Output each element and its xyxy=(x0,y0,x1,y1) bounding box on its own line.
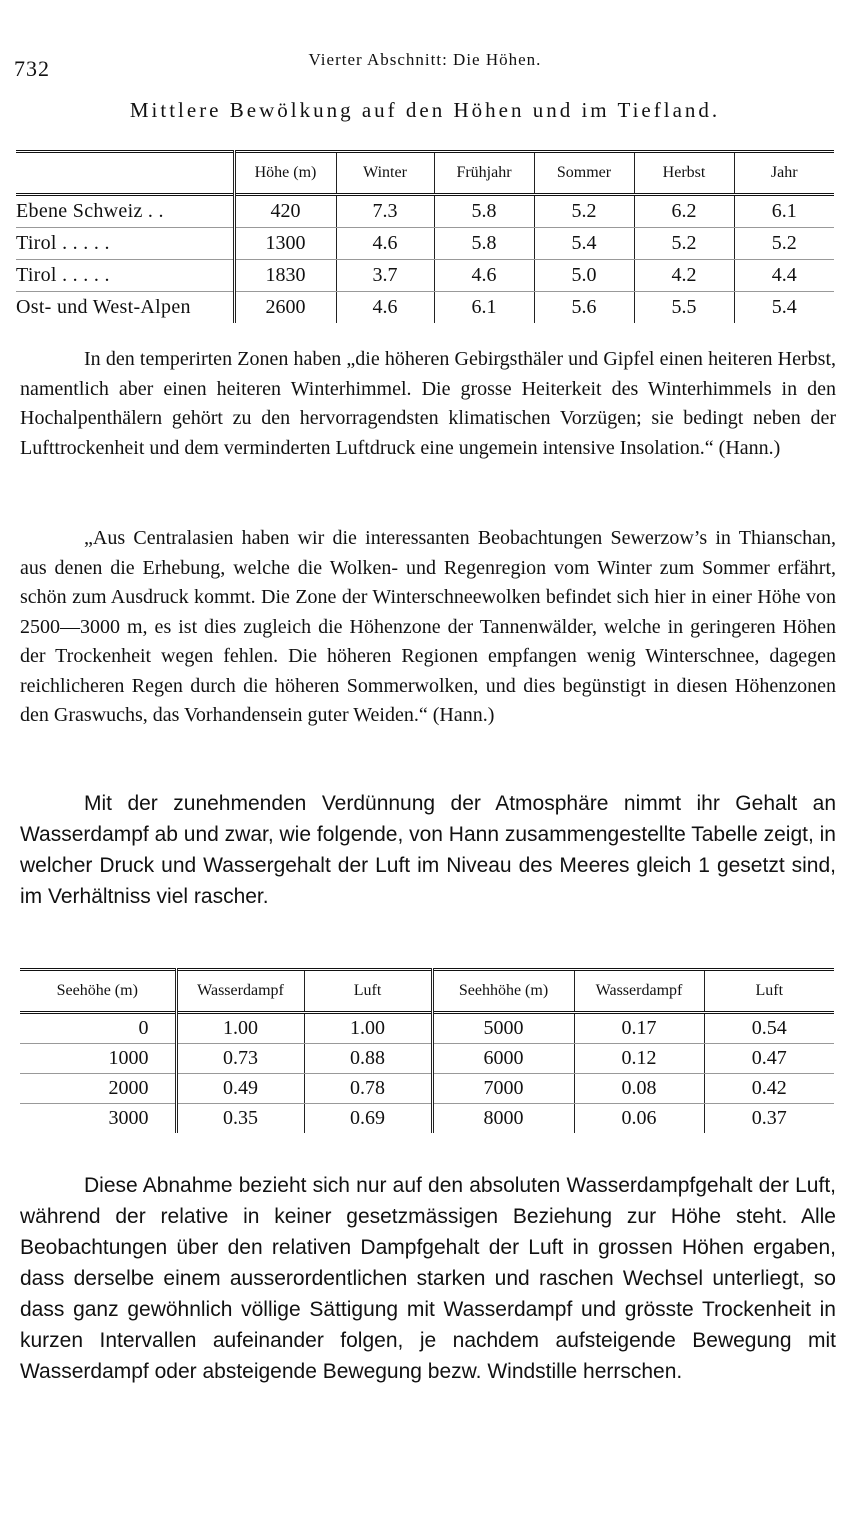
row-label: Ost- und West-Alpen xyxy=(16,296,191,318)
column-header: Frühjahr xyxy=(434,152,534,195)
table-cell: 1.00 xyxy=(304,1013,432,1044)
table-cell: 4.2 xyxy=(634,260,734,292)
running-head: Vierter Abschnitt: Die Höhen. xyxy=(308,50,542,69)
table-cell: 0.69 xyxy=(304,1104,432,1134)
table-cell: 4.4 xyxy=(734,260,834,292)
table-cell: 1830 xyxy=(234,260,336,292)
table-header-row xyxy=(16,152,834,195)
table-cell: 0.37 xyxy=(704,1104,834,1134)
table-cell: 6.1 xyxy=(734,195,834,228)
column-header: Seehöhe (m) xyxy=(56,982,138,999)
table-header-row xyxy=(20,970,834,1013)
column-header: Höhe (m) xyxy=(234,152,336,195)
table-cell: 5.0 xyxy=(534,260,634,292)
table-cell: 0 xyxy=(20,1013,176,1044)
column-header: Luft xyxy=(704,970,834,1013)
table-cell: 0.35 xyxy=(176,1104,304,1134)
table-cell: 1300 xyxy=(234,228,336,260)
table-cell: 6.1 xyxy=(434,292,534,324)
row-label: Tirol . . . . . xyxy=(16,260,234,292)
column-header: Seehhöhe (m) xyxy=(432,970,574,1013)
table-cell: 0.49 xyxy=(176,1074,304,1104)
column-header xyxy=(16,152,234,195)
table-cell: 420 xyxy=(234,195,336,228)
table-cell: 6.2 xyxy=(634,195,734,228)
water-vapour-table xyxy=(20,968,834,1133)
table-cell: 0.47 xyxy=(704,1044,834,1074)
table-cell: 1.00 xyxy=(176,1013,304,1044)
table-row xyxy=(20,1074,834,1104)
table-row xyxy=(20,1013,834,1044)
table-cell: 5000 xyxy=(432,1013,574,1044)
table-row xyxy=(16,195,834,228)
table-cell: 4.6 xyxy=(336,292,434,324)
table-cell: 4.6 xyxy=(336,228,434,260)
row-label: Ebene Schweiz . . xyxy=(16,195,234,228)
paragraph-central-asia: „Aus Centralasien haben wir die interessanten Beobachtungen Sewerzow’s in Thianschan, aus denen die Erhebung, welche die Wolken- und Regenregion vom Winter zum Sommer erfährt, schön zum Ausdruck kommt. Die Zone der Winterschneewolken befindet sich hier in einer Höhe von 2500—3000 m, es ist dies zugleich die Höhenzone der Tannenwälder, welche in geringeren Höhen der Trockenheit wegen fehlen. Die höheren Regionen empfangen wenig Winterschnee, dagegen reichlicheren Regen durch die höheren Sommerwolken, und dies begünstigt in diesen Höhenzonen den Graswuchs, das Vorhandensein guter Weiden.“ (Hann.) xyxy=(20,527,836,726)
table-cell: 2600 xyxy=(234,292,336,324)
table-cell: 0.42 xyxy=(704,1074,834,1104)
table-row xyxy=(20,1044,834,1074)
table-cell: 6000 xyxy=(432,1044,574,1074)
table-cell: 0.73 xyxy=(176,1044,304,1074)
table-cell: 3.7 xyxy=(336,260,434,292)
table-cell: 0.06 xyxy=(574,1104,704,1134)
table-cell: 8000 xyxy=(432,1104,574,1134)
table-cell: 3000 xyxy=(108,1107,149,1129)
table-cell: 5.5 xyxy=(634,292,734,324)
table-cell: 0.17 xyxy=(574,1013,704,1044)
table-cell: 0.78 xyxy=(304,1074,432,1104)
column-header: Winter xyxy=(336,152,434,195)
column-header: Jahr xyxy=(734,152,834,195)
column-header: Sommer xyxy=(534,152,634,195)
table-cell: 5.4 xyxy=(734,292,834,324)
table-cell: 1000 xyxy=(20,1044,176,1074)
column-header: Luft xyxy=(304,970,432,1013)
table-cell: 4.6 xyxy=(434,260,534,292)
table-row xyxy=(16,292,834,324)
table-cell: 5.6 xyxy=(534,292,634,324)
cloud-cover-table xyxy=(16,150,834,323)
table-row xyxy=(16,260,834,292)
row-label: Tirol . . . . . xyxy=(16,228,234,260)
table-cell: 7.3 xyxy=(336,195,434,228)
table-cell: 0.54 xyxy=(704,1013,834,1044)
column-header: Herbst xyxy=(634,152,734,195)
table-cell: 5.2 xyxy=(734,228,834,260)
table-row xyxy=(16,228,834,260)
table-cell: 5.2 xyxy=(534,195,634,228)
table-cell: 7000 xyxy=(432,1074,574,1104)
table-cell: 5.2 xyxy=(634,228,734,260)
table-row xyxy=(20,1104,834,1134)
paragraph-water-vapour-intro: Mit der zunehmenden Verdünnung der Atmosphäre nimmt ihr Gehalt an Wasserdampf ab und zwar, wie folgende, von Hann zusammengestellte Tabelle zeigt, in welcher Druck und Wassergehalt der Luft im Niveau des Meeres gleich 1 gesetzt sind, im Verhältniss viel rascher. xyxy=(20,792,836,908)
table-cell: 5.8 xyxy=(434,228,534,260)
table-cell: 2000 xyxy=(20,1074,176,1104)
table-cell: 0.12 xyxy=(574,1044,704,1074)
table-cell: 0.88 xyxy=(304,1044,432,1074)
table-cell: 5.4 xyxy=(534,228,634,260)
cloud-cover-table-title: Mittlere Bewölkung auf den Höhen und im Tiefland. xyxy=(129,98,721,122)
table-cell: 5.8 xyxy=(434,195,534,228)
paragraph-alpine-clearness: In den temperirten Zonen haben „die höheren Gebirgsthäler und Gipfel einen heiteren Herbst, namentlich aber einen heiteren Winterhimmel. Die grosse Heiterkeit des Winterhimmels in den Hochalpenthälern gehört zu den hervorragendsten klimatischen Vorzügen; sie bedingt neben der Lufttrockenheit und dem verminderten Luftdruck eine ungemein intensive Insolation.“ (Hann.) xyxy=(20,348,836,459)
table-cell: 0.08 xyxy=(574,1074,704,1104)
column-header: Wasserdampf xyxy=(574,970,704,1013)
page-number: 732 xyxy=(14,56,50,81)
paragraph-relative-humidity: Diese Abnahme bezieht sich nur auf den absoluten Wasserdampfgehalt der Luft, während der relative in keiner gesetzmässigen Beziehung zur Höhe steht. Alle Beobachtungen über den relativen Dampfgehalt der Luft in grossen Höhen ergaben, dass derselbe einem ausserordentlichen starken und raschen Wechsel unterliegt, so dass ganz gewöhnlich völlige Sättigung mit Wasserdampf und grösste Trockenheit in kurzen Intervallen aufeinander folgen, je nachdem aufsteigende Bewegung mit Wasserdampf oder absteigende Bewegung bezw. Windstille herrschen. xyxy=(20,1174,836,1383)
column-header: Wasserdampf xyxy=(176,970,304,1013)
